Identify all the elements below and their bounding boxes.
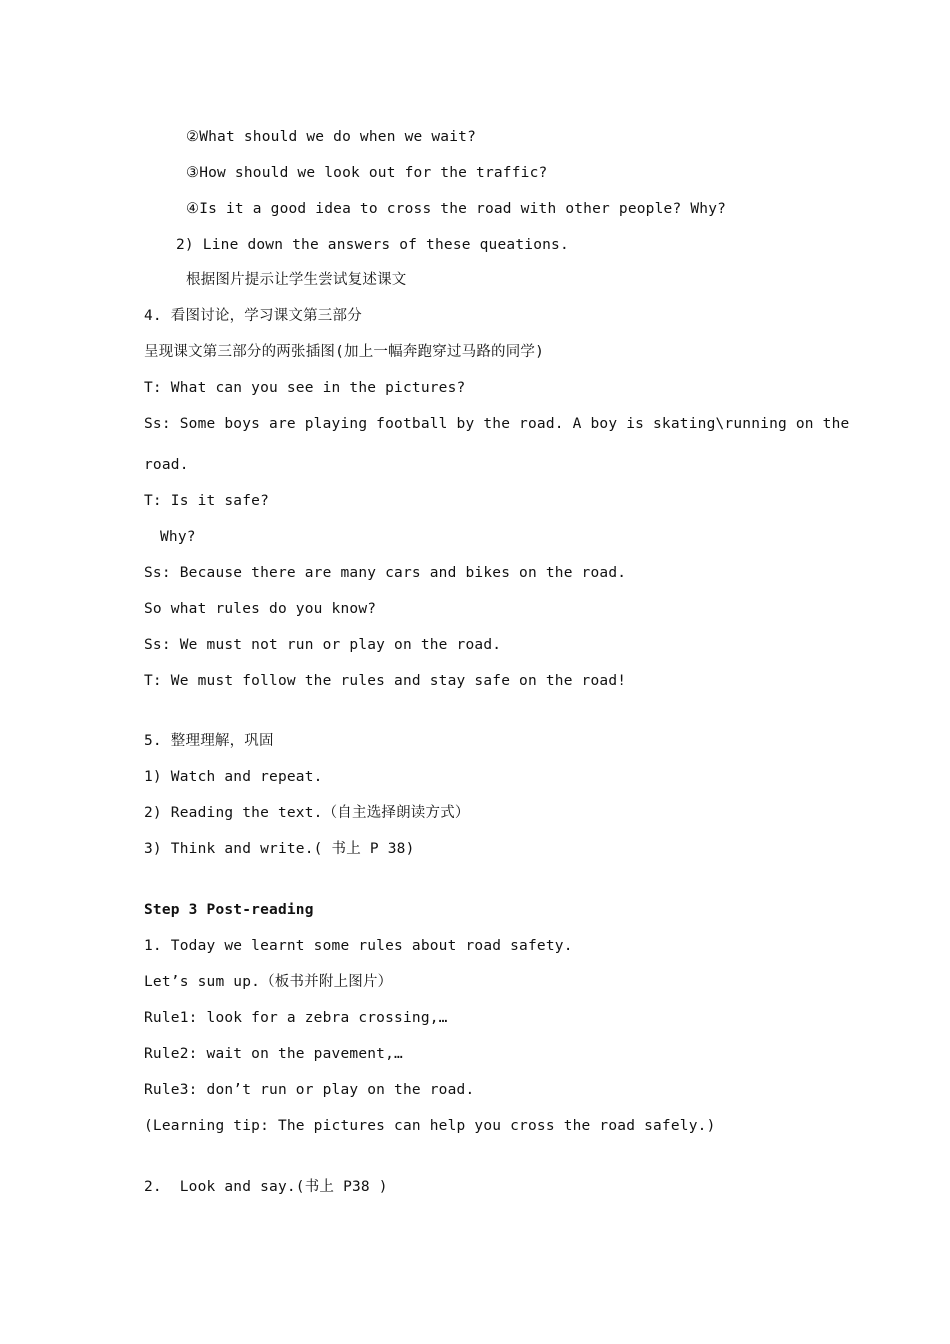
dialogue-students-3: Ss: We must not run or play on the road. <box>144 637 502 653</box>
question-3: ③How should we look out for the traffic? <box>186 165 548 181</box>
section-5-item-3: 3) Think and write.( 书上 P 38) <box>144 841 415 857</box>
dialogue-teacher-why: Why? <box>160 529 196 545</box>
section-5-item-2: 2) Reading the text.（自主选择朗读方式） <box>144 805 470 821</box>
post-reading-item-1: 1. Today we learnt some rules about road safety. <box>144 938 573 954</box>
question-2: ②What should we do when we wait? <box>186 129 477 145</box>
question-4: ④Is it a good idea to cross the road with other people? Why? <box>186 201 727 217</box>
section-5-heading: 5. 整理理解，巩固 <box>144 733 274 749</box>
dialogue-teacher-rules: So what rules do you know? <box>144 601 377 617</box>
dialogue-students-2: Ss: Because there are many cars and bikes on the road. <box>144 565 627 581</box>
step-3-heading: Step 3 Post-reading <box>144 902 314 918</box>
section-4-heading: 4. 看图讨论，学习课文第三部分 <box>144 308 362 324</box>
dialogue-teacher-3: T: We must follow the rules and stay safe on the road! <box>144 673 627 689</box>
post-reading-item-2: 2. Look and say.(书上 P38 ) <box>144 1179 388 1195</box>
dialogue-students-1-cont: road. <box>144 457 189 473</box>
sum-up-line: Let’s sum up.（板书并附上图片） <box>144 974 393 990</box>
rule-1: Rule1: look for a zebra crossing,… <box>144 1010 448 1026</box>
dialogue-teacher-1: T: What can you see in the pictures? <box>144 380 466 396</box>
retell-instruction: 根据图片提示让学生尝试复述课文 <box>186 272 407 288</box>
rule-3: Rule3: don’t run or play on the road. <box>144 1082 475 1098</box>
section-4-description: 呈现课文第三部分的两张插图(加上一幅奔跑穿过马路的同学) <box>144 344 545 360</box>
section-5-item-1: 1) Watch and repeat. <box>144 769 323 785</box>
dialogue-students-1: Ss: Some boys are playing football by the road. A boy is skating\running on the <box>144 416 850 432</box>
dialogue-teacher-2: T: Is it safe? <box>144 493 270 509</box>
rule-2: Rule2: wait on the pavement,… <box>144 1046 403 1062</box>
line-down-instruction: 2) Line down the answers of these queations. <box>176 237 569 253</box>
learning-tip: (Learning tip: The pictures can help you cross the road safely.) <box>144 1118 716 1134</box>
